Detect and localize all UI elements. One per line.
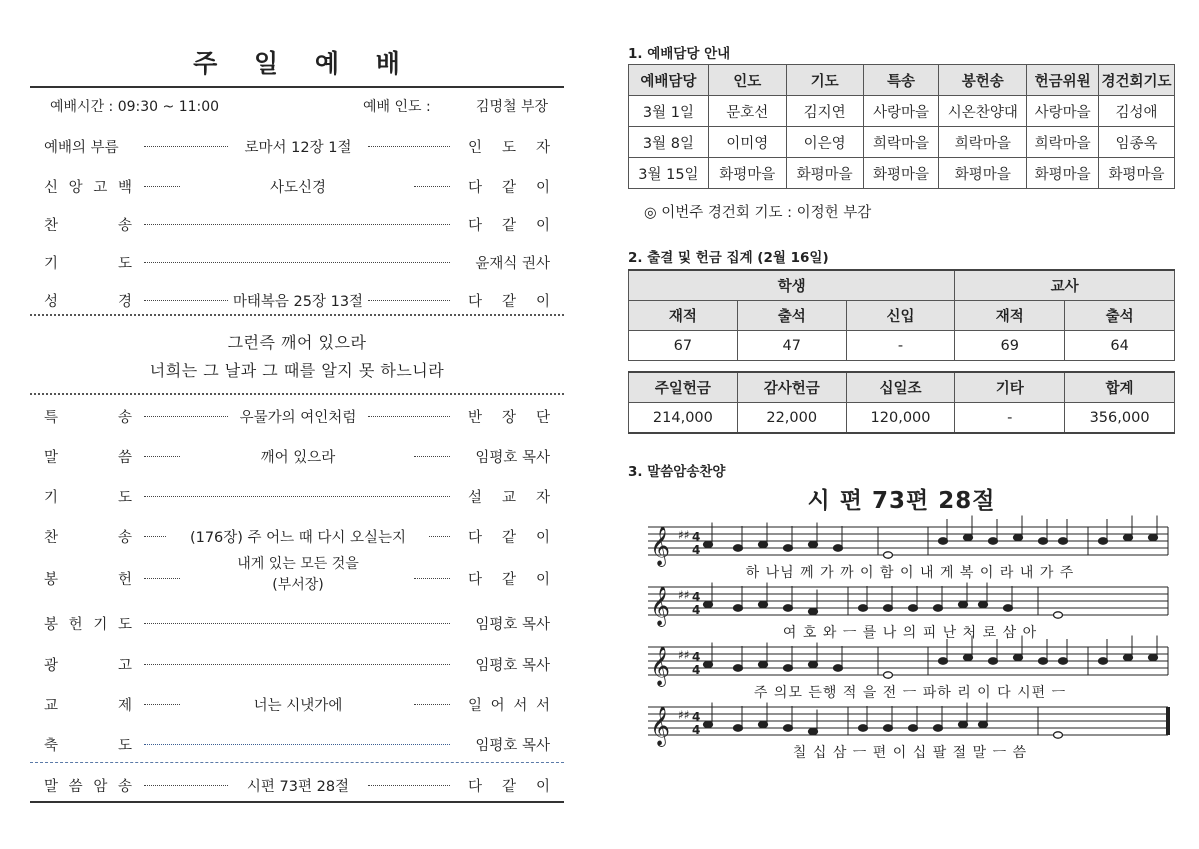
note-head <box>759 601 768 607</box>
note-head <box>909 725 918 731</box>
att-value-row <box>629 331 1175 361</box>
order-label: 기 도 <box>44 256 132 272</box>
duty-cell: 3월 8일 <box>629 127 709 158</box>
leader-dots <box>144 186 180 187</box>
leader-dots <box>144 623 450 624</box>
leader-dots <box>144 785 228 786</box>
off-value-row <box>629 403 1175 434</box>
order-label: 광 고 <box>44 658 132 674</box>
time-sig-top: 4 <box>692 530 701 544</box>
note-head <box>1059 658 1068 664</box>
note-head <box>784 545 793 551</box>
time-sig-bottom: 4 <box>692 723 701 737</box>
off-header-row <box>629 372 1175 403</box>
note-head <box>959 721 968 727</box>
order-row <box>30 444 564 468</box>
time-sig-top: 4 <box>692 590 701 604</box>
note-head <box>939 658 948 664</box>
duty-cell: 사랑마을 <box>1027 96 1099 127</box>
att-value-cell: 69 <box>955 331 1065 361</box>
leader-dots <box>144 496 450 497</box>
order-content: (176장) 주 어느 때 다시 오실는지 <box>189 530 407 546</box>
duty-header-cell: 인도 <box>708 65 786 96</box>
order-row <box>30 484 564 508</box>
note-head <box>989 538 998 544</box>
time-sig-bottom: 4 <box>692 603 701 617</box>
prayer-note: ◎ 이번주 경건회 기도 : 이정헌 부감 <box>644 205 872 221</box>
attendance-table <box>628 269 1175 361</box>
note-head <box>1099 658 1108 664</box>
order-responsible: 다 같 이 <box>468 294 550 310</box>
duty-header-row <box>629 65 1175 96</box>
note-head <box>909 605 918 611</box>
note-head <box>934 725 943 731</box>
duty-header-cell: 봉헌송 <box>939 65 1027 96</box>
note-head <box>1054 612 1063 618</box>
leader-dots <box>368 416 450 417</box>
bottom-rule <box>30 801 564 803</box>
note-head <box>1149 534 1158 540</box>
order-responsible: 윤재식 권사 <box>475 256 550 272</box>
order-label: 말 씀 암 송 <box>44 779 132 795</box>
note-head <box>784 725 793 731</box>
key-signature: ♯♯ <box>678 708 690 722</box>
att-header-cell: 출석 <box>1065 301 1175 331</box>
leader-dots <box>144 536 166 537</box>
note-head <box>704 601 713 607</box>
duty-row <box>629 158 1175 189</box>
order-label: 교 제 <box>44 698 132 714</box>
note-head <box>759 541 768 547</box>
note-head <box>734 605 743 611</box>
leader-dots <box>368 146 450 147</box>
time-sig-bottom: 4 <box>692 543 701 557</box>
leader-name: 김명철 부장 <box>475 99 548 115</box>
note-head <box>964 534 973 540</box>
order-content: 너는 시냇가에 <box>253 698 343 714</box>
page-title: 주 일 예 배 <box>193 49 401 78</box>
note-head <box>1124 534 1133 540</box>
att-value-cell: 47 <box>737 331 846 361</box>
note-head <box>834 665 843 671</box>
order-row <box>30 134 564 158</box>
duty-table <box>628 64 1175 189</box>
order-content: 로마서 12장 1절 <box>244 140 352 156</box>
order-row <box>30 524 564 548</box>
off-header-cell: 감사헌금 <box>737 372 846 403</box>
duty-cell: 화평마을 <box>863 158 939 189</box>
time-sig-top: 4 <box>692 650 701 664</box>
att-group-students: 학생 <box>629 270 955 301</box>
note-head <box>859 605 868 611</box>
lyric-line: 여 호 와 ㅡ 를 나 의 피 난 처 로 삼 아 <box>782 625 1038 641</box>
leader-dots <box>144 262 450 263</box>
off-header-cell: 주일헌금 <box>629 372 738 403</box>
off-header-cell: 기타 <box>955 372 1065 403</box>
att-value-cell: 67 <box>629 331 738 361</box>
off-value-cell: 356,000 <box>1065 403 1175 434</box>
note-head <box>759 661 768 667</box>
time-sig-top: 4 <box>692 710 701 724</box>
off-header-cell: 십일조 <box>846 372 955 403</box>
order-responsible: 설 교 자 <box>468 490 550 506</box>
order-responsible: 다 같 이 <box>468 180 550 196</box>
duty-cell: 화평마을 <box>786 158 863 189</box>
leader-dots <box>144 704 180 705</box>
note-head <box>979 601 988 607</box>
att-header-cell: 재적 <box>955 301 1065 331</box>
order-responsible: 임평호 목사 <box>475 450 550 466</box>
duty-cell: 화평마을 <box>708 158 786 189</box>
duty-cell: 희락마을 <box>939 127 1027 158</box>
note-head <box>734 665 743 671</box>
recitation-rule <box>30 762 564 763</box>
note-head <box>884 605 893 611</box>
off-value-cell: 214,000 <box>629 403 738 434</box>
note-head <box>834 545 843 551</box>
duty-cell: 화평마을 <box>1027 158 1099 189</box>
duty-cell: 화평마을 <box>1099 158 1175 189</box>
order-row <box>30 556 564 593</box>
note-head <box>704 541 713 547</box>
off-value-cell: 22,000 <box>737 403 846 434</box>
leader-dots <box>368 300 450 301</box>
duty-cell: 김성애 <box>1099 96 1175 127</box>
order-content: 마태복음 25장 13절 <box>232 294 364 310</box>
duty-cell: 김지연 <box>786 96 863 127</box>
leader-dots <box>144 664 450 665</box>
leader-dots <box>429 536 450 537</box>
leader-dots <box>414 186 450 187</box>
leader-dots <box>144 578 180 579</box>
note-head <box>1149 654 1158 660</box>
note-head <box>809 661 818 667</box>
note-head <box>734 545 743 551</box>
duty-cell: 3월 1일 <box>629 96 709 127</box>
duty-header-cell: 예배담당 <box>629 65 709 96</box>
order-label: 성 경 <box>44 294 132 310</box>
order-row <box>30 174 564 198</box>
order-content-sub: (부서장) <box>272 577 324 593</box>
leader-dots <box>144 146 228 147</box>
section-1-title: 1. 예배담당 안내 <box>628 46 731 62</box>
order-row <box>30 773 564 797</box>
leader-dots <box>414 456 450 457</box>
note-head <box>979 721 988 727</box>
duty-cell: 화평마을 <box>939 158 1027 189</box>
note-head <box>809 541 818 547</box>
order-row <box>30 692 564 716</box>
off-value-cell: 120,000 <box>846 403 955 434</box>
time-sig-bottom: 4 <box>692 663 701 677</box>
order-label: 찬 송 <box>44 530 132 546</box>
order-row <box>30 652 564 676</box>
order-label: 신 앙 고 백 <box>44 180 132 196</box>
section-2-title: 2. 출결 및 헌금 집계 (2월 16일) <box>628 250 829 266</box>
leader-dots <box>414 578 450 579</box>
note-head <box>1004 605 1013 611</box>
duty-cell: 희락마을 <box>863 127 939 158</box>
section-3-title: 3. 말씀암송찬양 <box>628 464 726 480</box>
leader-dots <box>144 744 450 745</box>
order-responsible: 다 같 이 <box>468 530 550 546</box>
order-row <box>30 212 564 236</box>
offering-table <box>628 371 1175 434</box>
key-signature: ♯♯ <box>678 648 690 662</box>
duty-row <box>629 96 1175 127</box>
note-head <box>1014 654 1023 660</box>
note-head <box>704 661 713 667</box>
order-content: 사도신경 <box>269 180 327 196</box>
treble-clef: 𝄞 <box>650 526 671 566</box>
title-rule <box>30 86 564 88</box>
key-signature: ♯♯ <box>678 528 690 542</box>
att-group-teachers: 교사 <box>955 270 1175 301</box>
verse-line-2: 너희는 그 날과 그 때를 알지 못 하느니라 <box>149 361 445 380</box>
leader-label: 예배 인도 : <box>363 99 431 115</box>
att-header-row <box>629 301 1175 331</box>
duty-cell: 이은영 <box>786 127 863 158</box>
note-head <box>939 538 948 544</box>
duty-cell: 이미영 <box>708 127 786 158</box>
music-score <box>628 515 1175 815</box>
order-row <box>30 288 564 312</box>
order-label: 기 도 <box>44 490 132 506</box>
order-responsible: 다 같 이 <box>468 779 550 795</box>
note-head <box>704 721 713 727</box>
duty-header-cell: 헌금위원 <box>1027 65 1099 96</box>
order-row <box>30 732 564 756</box>
leader-dots <box>144 416 228 417</box>
lyric-line: 주 의모 든행 적 을 전 ㅡ 파하 리 이 다 시편 ㅡ <box>753 685 1067 701</box>
note-head <box>959 601 968 607</box>
order-label: 찬 송 <box>44 218 132 234</box>
lyric-line: 하 나님 께 가 까 이 함 이 내 게 복 이 라 내 가 주 <box>745 565 1075 581</box>
verse-rule-bottom <box>30 393 564 395</box>
att-value-cell: 64 <box>1065 331 1175 361</box>
note-head <box>884 725 893 731</box>
note-head <box>809 728 818 734</box>
note-head <box>784 605 793 611</box>
order-row <box>30 611 564 635</box>
leader-dots <box>144 300 228 301</box>
duty-cell: 사랑마을 <box>863 96 939 127</box>
leader-dots <box>368 785 450 786</box>
note-head <box>884 552 893 558</box>
verse-line-1: 그런즉 깨어 있으라 <box>227 333 367 352</box>
order-content: 시편 73편 28절 <box>246 779 350 795</box>
order-content: 우물가의 여인처럼 <box>239 410 357 426</box>
order-responsible: 임평호 목사 <box>475 738 550 754</box>
key-signature: ♯♯ <box>678 588 690 602</box>
order-label: 봉 헌 기 도 <box>44 617 132 633</box>
off-value-cell: - <box>955 403 1065 434</box>
note-head <box>1054 732 1063 738</box>
order-row <box>30 404 564 428</box>
att-value-cell: - <box>846 331 955 361</box>
duty-header-cell: 기도 <box>786 65 863 96</box>
note-head <box>1124 654 1133 660</box>
att-header-cell: 신입 <box>846 301 955 331</box>
duty-header-cell: 경건회기도 <box>1099 65 1175 96</box>
off-header-cell: 합계 <box>1065 372 1175 403</box>
note-head <box>1059 538 1068 544</box>
service-time: 예배시간 : 09:30 ~ 11:00 <box>50 99 220 115</box>
order-label: 축 도 <box>44 738 132 754</box>
duty-cell: 시온찬양대 <box>939 96 1027 127</box>
note-head <box>1099 538 1108 544</box>
duty-header-cell: 특송 <box>863 65 939 96</box>
music-title: 시 편 73편 28절 <box>807 488 996 514</box>
treble-clef: 𝄞 <box>650 706 671 746</box>
order-responsible: 임평호 목사 <box>475 658 550 674</box>
verse-rule-top <box>30 314 564 316</box>
order-responsible: 임평호 목사 <box>475 617 550 633</box>
duty-row <box>629 127 1175 158</box>
note-head <box>989 658 998 664</box>
order-label: 특 송 <box>44 410 132 426</box>
order-label: 예배의 부름 <box>44 140 119 156</box>
order-responsible: 반 장 단 <box>468 410 550 426</box>
order-content: 내게 있는 모든 것을 <box>237 556 359 572</box>
duty-cell: 문호선 <box>708 96 786 127</box>
note-head <box>759 721 768 727</box>
note-head <box>859 725 868 731</box>
order-responsible: 다 같 이 <box>468 572 550 588</box>
duty-cell: 희락마을 <box>1027 127 1099 158</box>
treble-clef: 𝄞 <box>650 586 671 626</box>
note-head <box>784 665 793 671</box>
leader-dots <box>414 704 450 705</box>
note-head <box>734 725 743 731</box>
order-responsible: 인 도 자 <box>468 140 550 156</box>
note-head <box>809 608 818 614</box>
note-head <box>884 672 893 678</box>
leader-dots <box>144 456 180 457</box>
note-head <box>1039 538 1048 544</box>
duty-cell: 임종옥 <box>1099 127 1175 158</box>
order-label: 말 씀 <box>44 450 132 466</box>
order-responsible: 다 같 이 <box>468 218 550 234</box>
note-head <box>1039 658 1048 664</box>
note-head <box>934 605 943 611</box>
att-header-cell: 출석 <box>737 301 846 331</box>
order-content: 깨어 있으라 <box>260 450 336 466</box>
note-head <box>964 654 973 660</box>
treble-clef: 𝄞 <box>650 646 671 686</box>
att-header-cell: 재적 <box>629 301 738 331</box>
lyric-line: 칠 십 삼 ㅡ 편 이 십 팔 절 말 ㅡ 씀 <box>792 745 1028 761</box>
duty-cell: 3월 15일 <box>629 158 709 189</box>
order-label: 봉 헌 <box>44 572 132 588</box>
order-row <box>30 250 564 274</box>
leader-dots <box>144 224 450 225</box>
note-head <box>1014 534 1023 540</box>
order-responsible: 일 어 서 서 <box>468 698 550 714</box>
